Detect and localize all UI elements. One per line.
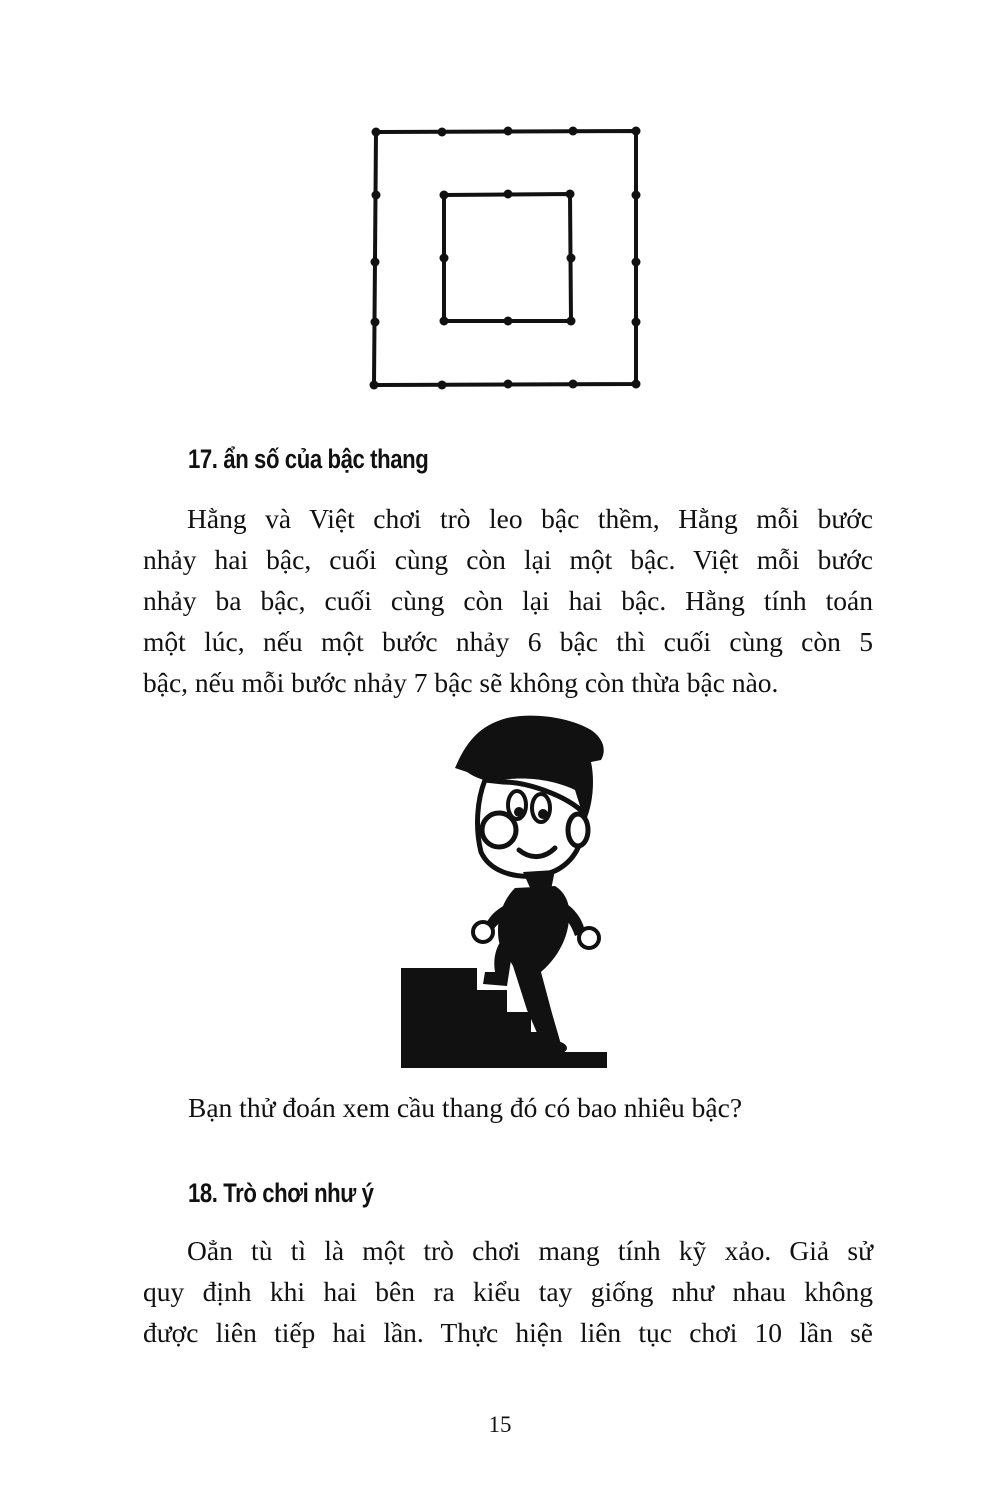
section-17-paragraph [143,498,873,703]
section-18-heading: 18. Trò chơi như ý [188,1178,374,1208]
paragraph-line: được liên tiếp hai lần. Thực hiện liên tục chơi 10 lần sẽ [143,1317,873,1348]
paragraph-line: một lúc, nếu một bước nhảy 6 bậc thì cuối cùng còn 5 [143,626,873,657]
paragraph-line: bậc, nếu mỗi bước nhảy 7 bậc sẽ không còn thừa bậc nào. [143,667,779,698]
paragraph-line: nhảy ba bậc, cuối cùng còn lại hai bậc. Hằng tính toán [143,585,873,616]
paragraph-line: Hằng và Việt chơi trò leo bậc thềm, Hằng mỗi bước [187,503,873,534]
squares-dot-figure [368,122,648,394]
page-number: 15 [488,1412,512,1437]
paragraph-line: nhảy hai bậc, cuối cùng còn lại một bậc. Việt mỗi bước [143,544,873,575]
paragraph-line: Oẳn tù tì là một trò chơi mang tính kỹ xảo. Giả sử [187,1235,873,1266]
section-17-heading: 17. ẩn số của bậc thang [188,444,429,474]
paragraph-line: quy định khi hai bên ra kiểu tay giống như nhau không [143,1276,873,1307]
section-17-question: Bạn thử đoán xem cầu thang đó có bao nhiêu bậc? [188,1092,743,1123]
section-18-paragraph [143,1230,873,1353]
man-climbing-stairs-illustration [395,710,615,1075]
